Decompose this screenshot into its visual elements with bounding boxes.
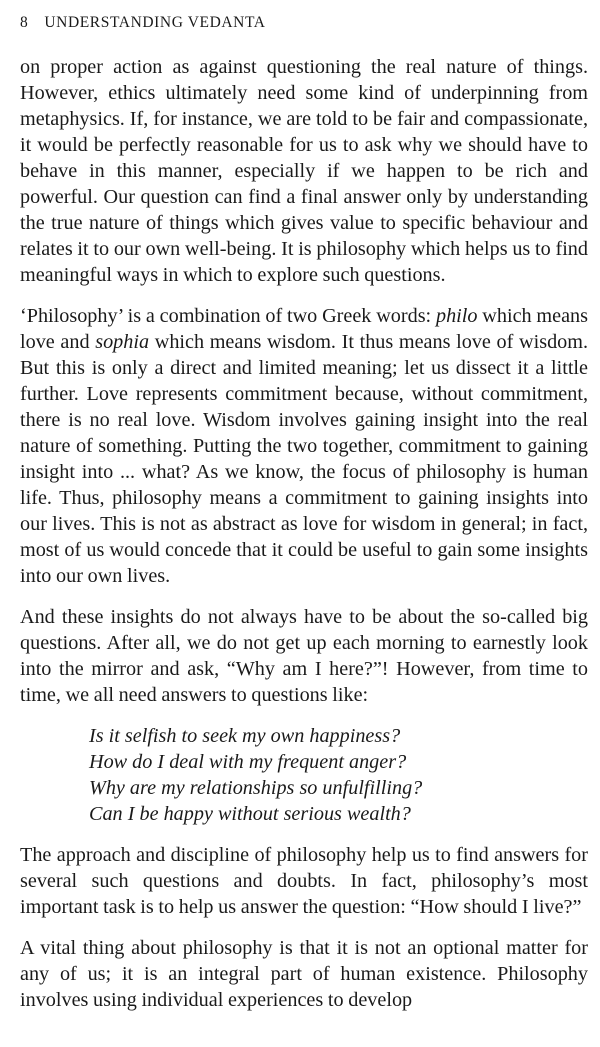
question-item: Can I be happy without serious wealth? [89,803,411,825]
running-title: UNDERSTANDING VEDANTA [44,14,266,31]
question-list [89,723,588,827]
term-sophia: sophia [95,331,150,353]
paragraph-vital-thing: A vital thing about philosophy is that it is not an optional matter for any of us; it is an integral part of human existence. Philosophy involves using individual experiences to develop [20,937,588,1011]
page-number: 8 [20,14,29,31]
paragraph-philosophy-definition [20,303,588,589]
paragraph-text: which means wisdom. It thus means love of wisdom. But this is only a direct and limited meaning; let us dissect it a little further. Love represents commitment because, without commitment, there is no real love. Wisdom involves gaining insight into the real nature of something. Putting the two together, commitment to gaining insight into ... what? As we know, the focus of philosophy is human life. Thus, philosophy means a commitment to gaining insights into our lives. This is not as abstract as love for wisdom in general; in fact, most of us would concede that it could be useful to gain some insights into our own lives. [20,331,589,587]
paragraph-text: ‘Philosophy’ is a combination of two Greek words: [20,305,436,327]
paragraph-approach: The approach and discipline of philosophy help us to find answers for several such questions and doubts. In fact, philosophy’s most important task is to help us answer the question: “How should I live?” [20,844,588,918]
paragraph-insights: And these insights do not always have to be about the so-called big questions. After all, we do not get up each morning to earnestly look into the mirror and ask, “Why am I here?”! However, from time to time, we all need answers to questions like: [20,606,588,706]
question-item: Why are my relationships so unfulfilling? [89,777,423,799]
running-head [20,14,588,32]
question-item: Is it selfish to seek my own happiness? [89,725,401,747]
question-item: How do I deal with my frequent anger? [89,751,407,773]
term-philo: philo [435,305,478,327]
paragraph-ethics: on proper action as against questioning the real nature of things. However, ethics ultimately need some kind of underpinning from metaphysics. If, for instance, we are told to be fair and compassionate, it would be perfectly reasonable for us to ask why we should have to behave in this manner, especially if we happen to be rich and powerful. Our question can find a final answer only by understanding the true nature of things which gives value to specific behaviour and relates it to our own well-being. It is philosophy which helps us to find meaningful ways in which to explore such questions. [20,56,588,286]
paragraph-text: which means love and [20,305,589,353]
